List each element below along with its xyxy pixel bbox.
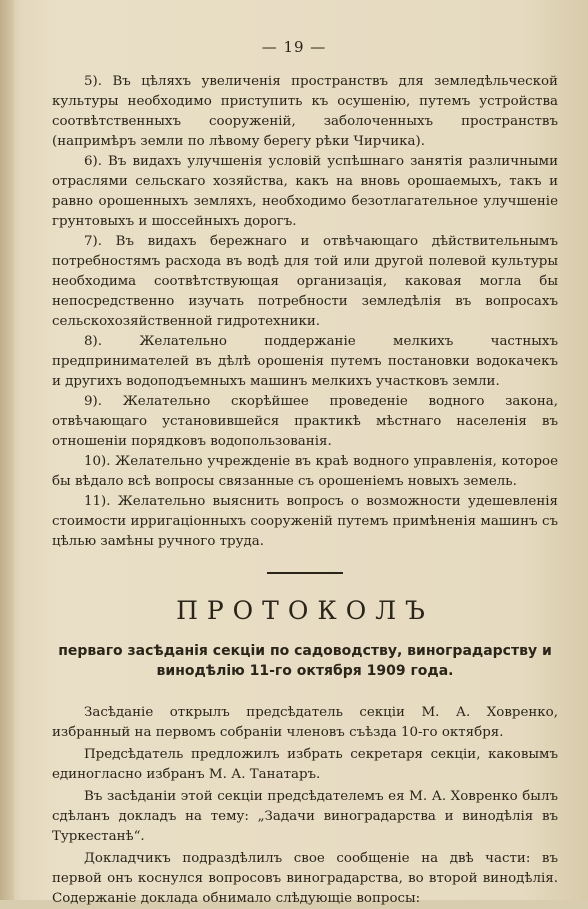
page-body bbox=[52, 72, 558, 909]
resolution-point-6: 6). Въ видахъ улучшенія условій успѣшнаго занятія различными отраслями сельскаго хозяйства, какъ на вновь орошаемыхъ, такъ и равно орошенныхъ земляхъ, необходимо безотлагательное улучшеніе грунтовыхъ и шоссейныхъ дорогъ. bbox=[52, 154, 558, 229]
resolution-point-11: 11). Желательно выяснить вопросъ о возможности удешевленія стоимости ирригаціонныхъ сооруженій путемъ примѣненія машинъ съ цѣлью замѣны ручного труда. bbox=[52, 494, 558, 549]
protocol-paragraph: Засѣданіе открылъ предсѣдатель секціи М. А. Ховренко, избранный на первомъ собраніи членовъ съѣзда 10-го октября. bbox=[52, 705, 558, 740]
page-binding-edge bbox=[0, 0, 14, 900]
resolution-point-9: 9). Желательно скорѣйшее проведеніе водного закона, отвѣчающаго установившейся практикѣ мѣстнаго населенія въ отношеніи порядковъ водопользованія. bbox=[52, 394, 558, 449]
resolution-point-7: 7). Въ видахъ бережнаго и отвѣчающаго дѣйствительнымъ потребностямъ расхода въ водѣ для той или другой полевой культуры необходима соотвѣтствующая организація, каковая могла бы непосредственно изучать потребности земледѣлія въ вопросахъ сельскохозяйственной гидротехники. bbox=[52, 234, 558, 329]
page-number: — 19 — bbox=[261, 38, 327, 56]
resolution-point-8: 8). Желательно поддержаніе мелкихъ частныхъ предпринимателей въ дѣлѣ орошенія путемъ постановки водокачекъ и другихъ водоподъемныхъ машинъ мелкихъ участковъ земли. bbox=[52, 334, 558, 389]
protocol-paragraph: Предсѣдатель предложилъ избрать секретаря секціи, каковымъ единогласно избранъ М. А. Танатаръ. bbox=[52, 747, 558, 782]
resolution-point-5: 5). Въ цѣляхъ увеличенія пространствъ для земледѣльческой культуры необходимо приступить къ осушенію, путемъ устройства соотвѣтственныхъ сооруженій, заболоченныхъ пространствъ (напримѣръ земли по лѣвому берегу рѣки Чирчика). bbox=[52, 74, 558, 149]
protocol-paragraph: Въ засѣданіи этой секціи предсѣдателемъ ея М. А. Ховренко былъ сдѣланъ докладъ на тему: „Задачи виноградарства и винодѣлія въ Туркестанѣ“. bbox=[52, 789, 558, 844]
protocol-title: ПРОТОКОЛЪ bbox=[176, 596, 434, 625]
section-divider bbox=[267, 572, 343, 574]
resolution-point-10: 10). Желательно учрежденіе въ краѣ водного управленія, которое бы вѣдало всѣ вопросы связанные съ орошеніемъ новыхъ земель. bbox=[52, 454, 558, 489]
protocol-subtitle: перваго засѣданія секціи по садоводству, виноградарству и винодѣлію 11-го октября 1909 года. bbox=[58, 643, 552, 679]
protocol-paragraph: Докладчикъ подраздѣлилъ свое сообщеніе на двѣ части: въ первой онъ коснулся вопросовъ виноградарства, во второй винодѣлія. Содержаніе доклада обнимало слѣдующіе вопросы: bbox=[52, 851, 558, 906]
